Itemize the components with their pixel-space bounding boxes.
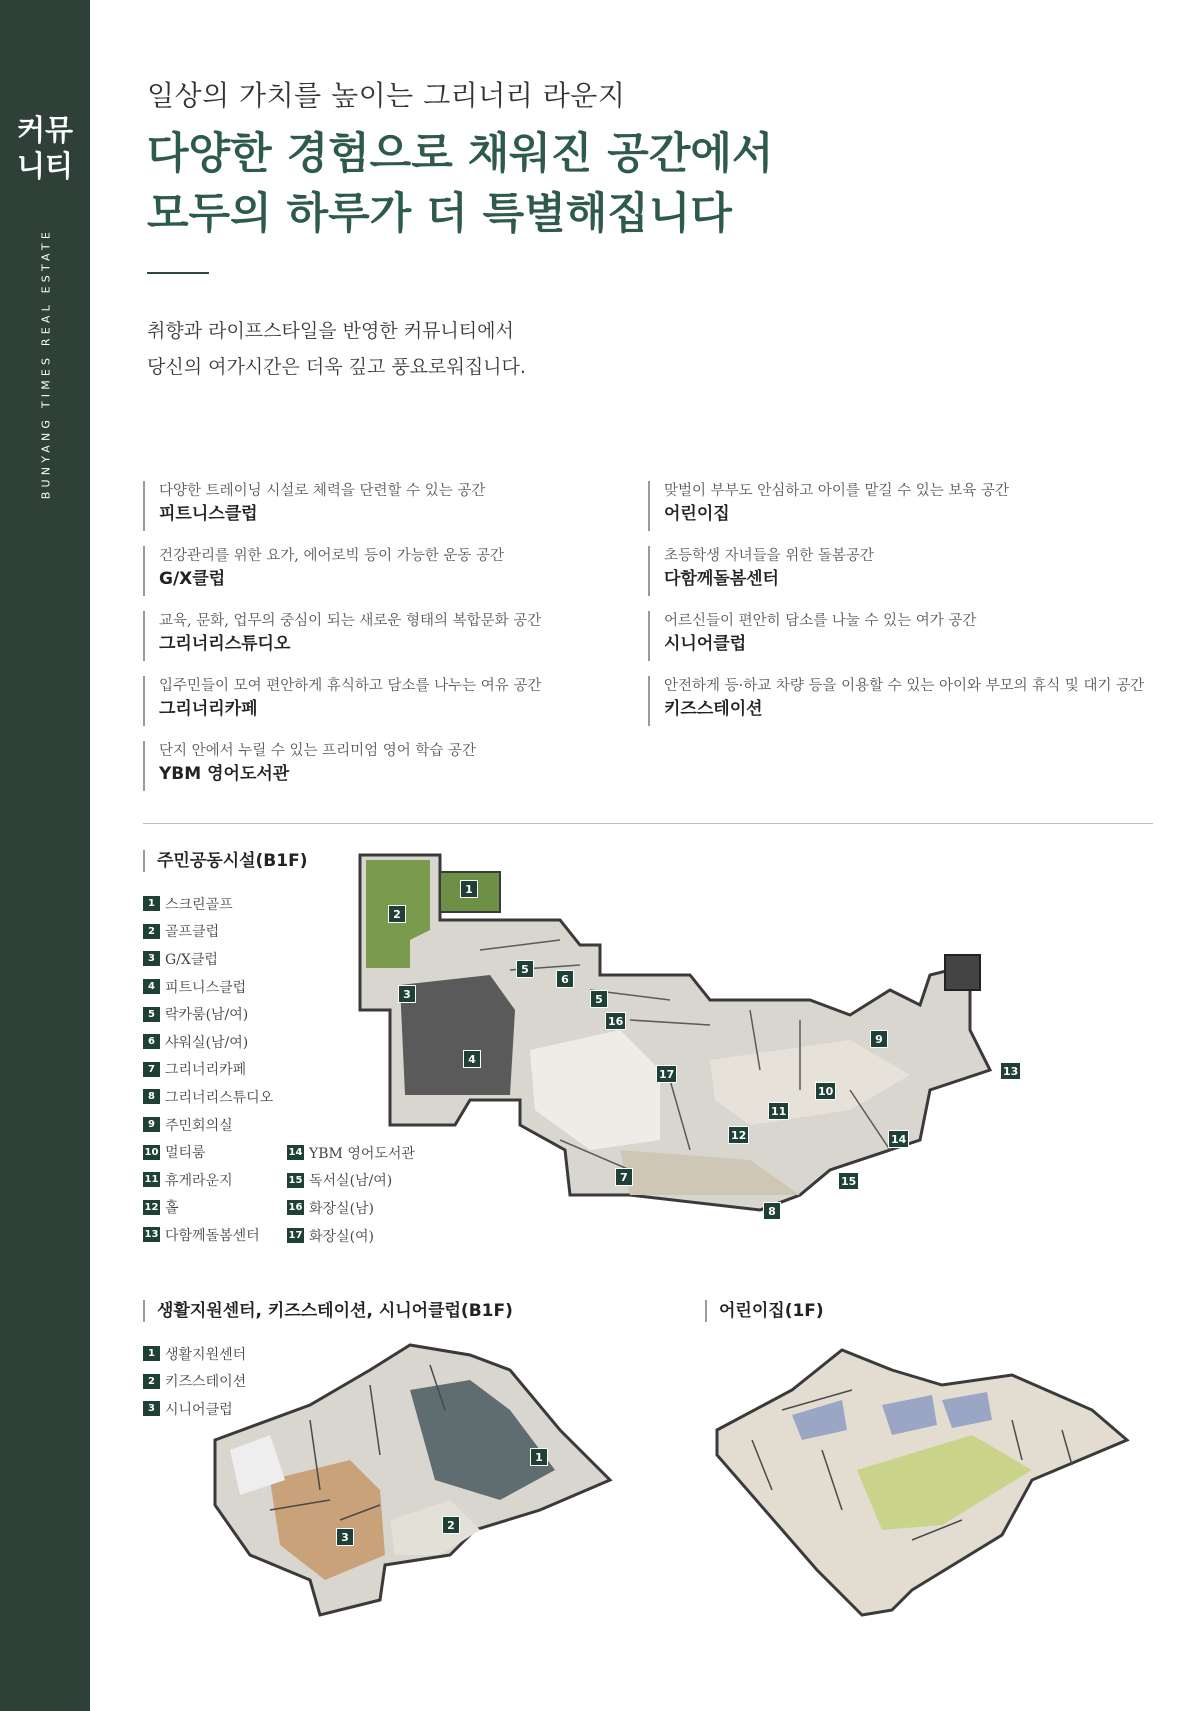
legend-item <box>143 890 273 918</box>
intro-body <box>147 313 847 385</box>
facility-desc: 입주민들이 모여 편안하게 휴식하고 담소를 나누는 여유 공간 <box>159 678 542 694</box>
sidebar <box>0 0 90 1711</box>
legend-number: 2 <box>143 924 160 939</box>
legend-label: 휴게라운지 <box>165 1172 233 1189</box>
plan-badge: 6 <box>556 970 574 988</box>
legend-number: 3 <box>143 951 160 966</box>
plan-b1-legend-col1 <box>143 890 273 1249</box>
facility-desc: 건강관리를 위한 요가, 에어로빅 등이 가능한 운동 공간 <box>159 548 505 564</box>
legend-label: 키즈스테이션 <box>165 1374 247 1391</box>
facility-item <box>143 481 643 531</box>
sidebar-title <box>0 112 90 184</box>
legend-item <box>143 973 273 1001</box>
legend-label: 샤워실(남/여) <box>165 1034 249 1051</box>
legend-label: YBM 영어도서관 <box>309 1145 415 1162</box>
facility-desc: 초등학생 자녀들을 위한 돌봄공간 <box>664 548 874 564</box>
sidebar-title-line2: 니티 <box>16 149 74 183</box>
legend-label: 다함께돌봄센터 <box>165 1227 260 1244</box>
facility-name: 어린이집 <box>664 504 730 524</box>
headline-line1: 다양한 경험으로 채워진 공간에서 <box>147 129 774 179</box>
legend-number: 2 <box>143 1374 160 1389</box>
plan-badge: 12 <box>728 1126 749 1144</box>
plan-support-title: 생활지원센터, 키즈스테이션, 시니어클럽(B1F) <box>143 1300 513 1322</box>
legend-number: 6 <box>143 1034 160 1049</box>
plan-b1-title: 주민공동시설(B1F) <box>143 850 307 872</box>
plan-badge: 2 <box>388 905 406 923</box>
legend-item <box>143 1221 273 1249</box>
legend-number: 4 <box>143 979 160 994</box>
plan-badge: 1 <box>460 880 478 898</box>
facility-list <box>143 481 1153 793</box>
legend-label: 그리너리카페 <box>165 1062 247 1079</box>
plan-badge: 17 <box>656 1065 677 1083</box>
facility-name: YBM 영어도서관 <box>159 764 290 784</box>
plan-badge: 2 <box>442 1516 460 1534</box>
facility-item <box>143 676 643 726</box>
floor-plan-b1-drawing <box>330 850 1110 1260</box>
floor-plan-support-drawing <box>210 1330 620 1630</box>
sidebar-vertical-text: BUNYANG TIMES REAL ESTATE <box>39 228 53 500</box>
legend-number: 5 <box>143 1007 160 1022</box>
legend-item <box>143 918 273 946</box>
facility-name: 키즈스테이션 <box>664 699 763 719</box>
intro-headline <box>147 124 1047 244</box>
legend-label: 피트니스클럽 <box>165 979 247 996</box>
legend-item <box>143 1138 273 1166</box>
facility-item <box>648 546 1148 596</box>
plan-badge: 10 <box>815 1082 836 1100</box>
legend-number: 1 <box>143 896 160 911</box>
floor-plan-daycare-drawing <box>712 1330 1132 1620</box>
facility-desc: 다양한 트레이닝 시설로 체력을 단련할 수 있는 공간 <box>159 483 486 499</box>
facility-name: 그리너리카페 <box>159 699 258 719</box>
plan-badge: 5 <box>590 990 608 1008</box>
legend-item <box>143 1000 273 1028</box>
legend-label: 스크린골프 <box>165 896 233 913</box>
legend-number: 10 <box>144 1146 159 1158</box>
legend-number: 11 <box>144 1174 159 1186</box>
section-divider <box>143 823 1153 824</box>
plan-badge: 7 <box>615 1168 633 1186</box>
legend-label: 골프클럽 <box>165 924 220 941</box>
plan-badge: 13 <box>1000 1062 1021 1080</box>
plan-badge: 3 <box>336 1528 354 1546</box>
facility-desc: 교육, 문화, 업무의 중심이 되는 새로운 형태의 복합문화 공간 <box>159 613 542 629</box>
facility-item <box>648 676 1148 726</box>
floor-plan-daycare <box>712 1330 1132 1620</box>
legend-item <box>143 1166 273 1194</box>
legend-number: 16 <box>288 1202 303 1214</box>
plan-badge: 16 <box>605 1012 626 1030</box>
legend-item <box>143 1194 273 1222</box>
legend-label: G/X클럽 <box>165 951 218 968</box>
legend-label: 락카룸(남/여) <box>165 1007 249 1024</box>
legend-number: 15 <box>288 1174 303 1186</box>
legend-label: 멀티룸 <box>165 1145 206 1162</box>
facility-desc: 맞벌이 부부도 안심하고 아이를 맡길 수 있는 보육 공간 <box>664 483 1010 499</box>
legend-number: 1 <box>143 1346 160 1361</box>
facility-item <box>143 741 643 791</box>
legend-label: 화장실(여) <box>309 1228 375 1245</box>
legend-number: 17 <box>288 1230 303 1242</box>
legend-number: 13 <box>144 1229 159 1241</box>
facility-item <box>648 481 1148 531</box>
legend-label: 생활지원센터 <box>165 1346 247 1363</box>
legend-number: 12 <box>144 1201 159 1213</box>
legend-item <box>143 1056 273 1084</box>
sidebar-title-line1: 커뮤 <box>16 113 74 147</box>
legend-label: 시니어클럽 <box>165 1401 233 1418</box>
legend-number: 7 <box>143 1062 160 1077</box>
plan-daycare-title: 어린이집(1F) <box>705 1300 824 1322</box>
plan-badge: 4 <box>463 1050 481 1068</box>
legend-item <box>143 1028 273 1056</box>
headline-line2: 모두의 하루가 더 특별해집니다 <box>147 189 732 239</box>
body-line1: 취향과 라이프스타일을 반영한 커뮤니티에서 <box>147 320 514 342</box>
plan-badge: 9 <box>870 1030 888 1048</box>
plan-badge: 14 <box>888 1130 909 1148</box>
facility-name: 다함께돌봄센터 <box>664 569 779 589</box>
plan-badge: 3 <box>398 985 416 1003</box>
facility-name: G/X클럽 <box>159 569 226 589</box>
legend-number: 3 <box>143 1401 160 1416</box>
intro-kicker: 일상의 가치를 높이는 그리너리 라운지 <box>147 79 626 112</box>
plan-badge: 8 <box>763 1202 781 1220</box>
legend-number: 9 <box>143 1117 160 1132</box>
legend-label: 화장실(남) <box>309 1200 375 1217</box>
facility-item <box>143 611 643 661</box>
legend-item <box>143 1083 273 1111</box>
legend-label: 주민회의실 <box>165 1117 233 1134</box>
intro-divider <box>147 272 209 274</box>
facility-name: 그리너리스튜디오 <box>159 634 291 654</box>
floor-plan-support <box>210 1330 620 1630</box>
facility-desc: 단지 안에서 누릴 수 있는 프리미엄 영어 학습 공간 <box>159 743 477 759</box>
legend-number: 14 <box>288 1147 303 1159</box>
facility-item <box>143 546 643 596</box>
body-line2: 당신의 여가시간은 더욱 깊고 풍요로워집니다. <box>147 356 526 378</box>
legend-label: 그리너리스튜디오 <box>165 1089 274 1106</box>
legend-label: 홀 <box>165 1200 179 1217</box>
facility-name: 피트니스클럽 <box>159 504 258 524</box>
legend-item <box>143 1111 273 1139</box>
facility-name: 시니어클럽 <box>664 634 747 654</box>
legend-number: 8 <box>143 1089 160 1104</box>
plan-badge: 5 <box>516 960 534 978</box>
legend-item <box>143 945 273 973</box>
facility-desc: 안전하게 등·하교 차량 등을 이용할 수 있는 아이와 부모의 휴식 및 대기 공간 <box>664 678 1145 694</box>
plan-badge: 1 <box>530 1448 548 1466</box>
plan-badge: 15 <box>838 1172 859 1190</box>
floor-plan-b1 <box>330 850 1110 1260</box>
facility-desc: 어르신들이 편안히 담소를 나눌 수 있는 여가 공간 <box>664 613 977 629</box>
plan-badge: 11 <box>768 1102 789 1120</box>
facility-item <box>648 611 1148 661</box>
legend-label: 독서실(남/여) <box>309 1173 393 1190</box>
